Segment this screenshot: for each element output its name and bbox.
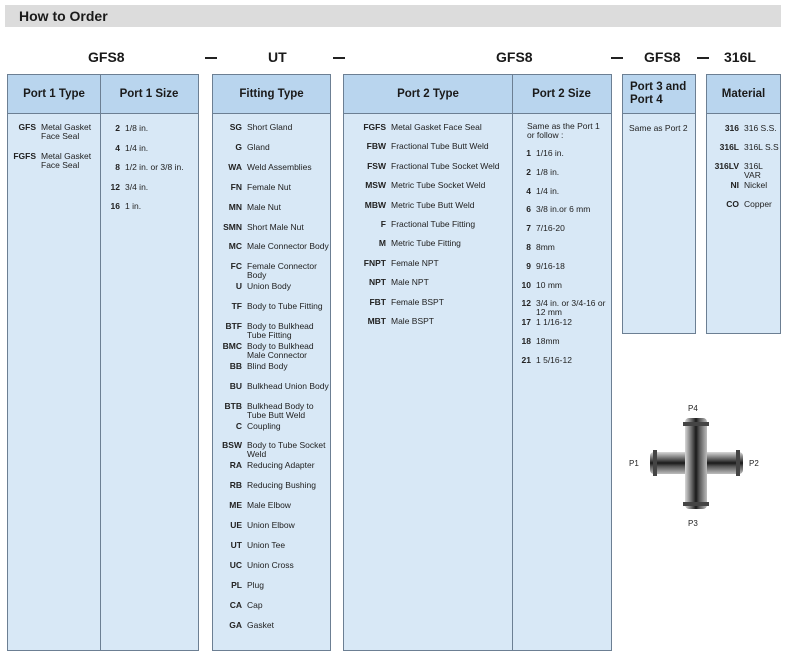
item-description: 316 S.S. xyxy=(744,123,777,133)
list-item xyxy=(514,205,611,214)
item-code: UT xyxy=(230,539,242,550)
item-description: Metric Tube Butt Weld xyxy=(391,199,475,210)
list-item xyxy=(104,144,198,153)
item-description: 1 5/16-12 xyxy=(536,354,572,365)
item-description: Gasket xyxy=(247,619,274,630)
item-description: 1/2 in. or 3/8 in. xyxy=(125,162,184,172)
item-code: FGFS xyxy=(13,151,36,161)
code-dash xyxy=(333,57,345,59)
item-code: CA xyxy=(229,599,242,610)
item-description: Male Elbow xyxy=(247,500,291,511)
list-item xyxy=(213,441,330,459)
p4-label: P4 xyxy=(688,404,698,413)
item-description: Fractional Tube Socket Weld xyxy=(391,160,500,171)
item-code: ME xyxy=(229,500,242,511)
item-code: FBW xyxy=(366,141,386,152)
item-code: 316LV xyxy=(714,161,739,171)
item-code: 6 xyxy=(526,204,531,215)
item-description: Metal Gasket Face Seal xyxy=(391,122,482,132)
item-code: UE xyxy=(230,520,242,530)
column-divider xyxy=(100,75,101,650)
item-code: C xyxy=(235,420,242,431)
material-group xyxy=(706,74,781,334)
port1-header-bar xyxy=(8,75,198,114)
item-description: Metric Tube Fitting xyxy=(391,238,461,249)
item-code: BU xyxy=(229,380,242,391)
material-header: Material xyxy=(707,75,780,114)
item-description: Fractional Tube Butt Weld xyxy=(391,141,489,152)
item-description: Union Elbow xyxy=(247,520,295,530)
item-description: Bulkhead Union Body xyxy=(247,380,329,391)
how-to-order-header xyxy=(5,5,781,27)
code-material: 316L xyxy=(724,49,756,65)
item-code: SG xyxy=(229,122,242,132)
item-code: RA xyxy=(229,460,242,471)
item-code: 4 xyxy=(526,185,531,196)
item-description: 316L S.S xyxy=(744,142,779,152)
list-item xyxy=(514,299,611,317)
port34-header: Port 3 and Port 4 xyxy=(623,75,695,114)
item-code: G xyxy=(235,141,242,152)
item-code: RB xyxy=(229,480,242,491)
item-description: Male Nut xyxy=(247,201,282,212)
item-description: 316L VAR xyxy=(744,161,763,180)
list-item xyxy=(104,163,198,172)
item-code: MBW xyxy=(364,199,386,210)
item-description: 8mm xyxy=(536,242,555,252)
item-description: Coupling xyxy=(247,420,281,431)
item-code: 12 xyxy=(110,181,120,192)
item-description: Reducing Bushing xyxy=(247,480,316,491)
list-item xyxy=(213,621,330,630)
item-code: 8 xyxy=(526,242,531,252)
list-item xyxy=(213,382,330,391)
item-code: FC xyxy=(230,261,242,272)
item-code: NPT xyxy=(369,277,386,288)
list-item xyxy=(213,143,330,152)
item-code: 17 xyxy=(521,317,531,328)
list-item xyxy=(213,601,330,610)
list-item xyxy=(213,481,330,490)
item-code: TF xyxy=(231,301,242,312)
list-item xyxy=(514,149,611,158)
list-item xyxy=(213,262,330,280)
list-item xyxy=(514,243,611,252)
item-code: NI xyxy=(730,180,739,190)
list-item xyxy=(213,561,330,570)
code-dash xyxy=(611,57,623,59)
item-description: Nickel xyxy=(744,180,768,190)
code-fitting: UT xyxy=(268,49,287,65)
item-code: MBT xyxy=(367,316,386,326)
union-cross-diagram xyxy=(625,400,770,540)
list-item xyxy=(213,203,330,212)
code-dash xyxy=(697,57,709,59)
page-title: How to Order xyxy=(19,8,108,24)
item-description: Metal Gasket Face Seal xyxy=(41,151,92,170)
fitting-type-group xyxy=(212,74,331,651)
item-description: 1/8 in. xyxy=(125,123,149,133)
item-code: BB xyxy=(229,360,242,371)
item-description: Cap xyxy=(247,599,263,610)
item-code: 12 xyxy=(521,298,531,309)
p2-label: P2 xyxy=(749,459,759,468)
item-description: Male BSPT xyxy=(391,316,434,326)
item-description: Reducing Adapter xyxy=(247,460,315,471)
list-item xyxy=(344,317,510,326)
item-description: 10 mm xyxy=(536,279,562,290)
list-item xyxy=(514,224,611,233)
item-code: M xyxy=(378,238,386,249)
item-description: Union Tee xyxy=(247,539,286,550)
list-item xyxy=(707,162,780,180)
item-description: Body to Bulkhead Male Connector xyxy=(247,340,314,360)
item-code: WA xyxy=(228,161,242,172)
item-description: Metal Gasket Face Seal xyxy=(41,122,92,141)
list-item xyxy=(213,541,330,550)
item-code: F xyxy=(380,219,386,229)
item-code: 16 xyxy=(110,201,120,211)
item-code: CO xyxy=(726,199,739,209)
item-code: U xyxy=(235,281,242,292)
item-description: Plug xyxy=(247,579,265,590)
item-code: 9 xyxy=(526,260,531,271)
list-item xyxy=(344,259,510,268)
item-description: Female Connector Body xyxy=(247,261,317,281)
item-code: 21 xyxy=(521,354,531,365)
item-code: BTF xyxy=(225,321,242,331)
list-item xyxy=(213,183,330,192)
item-description: Fractional Tube Fitting xyxy=(391,219,476,229)
list-item xyxy=(213,501,330,510)
fitting-type-header: Fitting Type xyxy=(213,75,330,114)
list-item xyxy=(344,142,510,151)
list-item xyxy=(104,202,198,211)
list-item xyxy=(707,200,780,209)
list-item xyxy=(8,152,98,170)
item-description: 1/8 in. xyxy=(536,166,560,177)
item-code: 2 xyxy=(115,123,120,133)
p3-label: P3 xyxy=(688,519,698,528)
list-item xyxy=(8,123,98,141)
list-item xyxy=(514,356,611,365)
code-port34: GFS8 xyxy=(644,49,681,65)
list-item xyxy=(344,220,510,229)
item-description: Union Cross xyxy=(247,559,294,570)
item-code: FSW xyxy=(367,160,386,171)
list-item xyxy=(213,362,330,371)
item-code: 10 xyxy=(521,279,531,290)
item-description: Union Body xyxy=(247,281,291,292)
item-code: 8 xyxy=(115,162,120,172)
list-item xyxy=(344,278,510,287)
item-description: Short Gland xyxy=(247,122,293,132)
list-item xyxy=(104,183,198,192)
item-description: Bulkhead Body to Tube Butt Weld xyxy=(247,400,314,420)
item-description: 1/4 in. xyxy=(536,185,560,196)
item-description: 3/8 in.or 6 mm xyxy=(536,204,591,215)
list-item xyxy=(104,124,198,133)
item-code: 4 xyxy=(115,142,120,153)
list-item xyxy=(213,163,330,172)
item-code: 316L xyxy=(719,142,739,152)
list-item xyxy=(707,143,780,152)
item-code: BMC xyxy=(222,340,242,351)
port2-group xyxy=(343,74,612,651)
item-description: 18mm xyxy=(536,336,560,346)
list-item xyxy=(213,223,330,232)
list-item xyxy=(344,181,510,190)
item-description: Female BSPT xyxy=(391,296,444,307)
item-code: GA xyxy=(229,619,242,630)
code-port1: GFS8 xyxy=(88,49,125,65)
item-description: Body to Tube Fitting xyxy=(247,301,323,312)
item-description: Female NPT xyxy=(391,257,439,268)
list-item xyxy=(213,581,330,590)
list-item xyxy=(514,187,611,196)
item-description: Gland xyxy=(247,141,270,152)
code-dash xyxy=(205,57,217,59)
item-code: GFS xyxy=(18,122,36,132)
item-description: 1 1/16-12 xyxy=(536,317,572,328)
list-item xyxy=(213,123,330,132)
list-item xyxy=(213,422,330,431)
item-description: Weld Assemblies xyxy=(247,161,312,172)
item-code: FN xyxy=(230,181,242,192)
item-description: 1 in. xyxy=(125,201,142,211)
p1-label: P1 xyxy=(629,459,639,468)
list-item xyxy=(213,521,330,530)
item-description: Blind Body xyxy=(247,360,288,371)
item-code: MC xyxy=(228,241,242,252)
item-description: Male NPT xyxy=(391,277,429,288)
item-description: 3/4 in. xyxy=(125,181,149,192)
list-item xyxy=(344,298,510,307)
item-code: FNPT xyxy=(363,257,386,268)
port2-header-bar xyxy=(344,75,611,114)
list-item xyxy=(344,201,510,210)
list-item xyxy=(514,168,611,177)
item-code: BSW xyxy=(222,440,242,451)
list-item xyxy=(213,402,330,420)
item-code: MSW xyxy=(365,180,386,191)
list-item xyxy=(514,281,611,290)
column-divider xyxy=(512,75,513,650)
list-item xyxy=(213,342,330,360)
item-description: 3/4 in. or 3/4-16 or 12 mm xyxy=(536,298,606,318)
item-description: Female Nut xyxy=(247,181,291,192)
item-description: Copper xyxy=(744,199,772,209)
port1-group xyxy=(7,74,199,651)
list-item xyxy=(514,318,611,327)
item-code: FBT xyxy=(369,296,386,307)
list-item xyxy=(213,242,330,251)
port1-size-header: Port 1 Size xyxy=(119,87,179,100)
item-code: 7 xyxy=(526,223,531,234)
item-code: PL xyxy=(231,579,242,590)
item-description: Body to Tube Socket Weld xyxy=(247,440,326,460)
item-description: 9/16-18 xyxy=(536,260,565,271)
port2-type-header: Port 2 Type xyxy=(397,87,459,100)
item-description: 1/16 in. xyxy=(536,148,564,158)
port34-group xyxy=(622,74,696,334)
item-description: Short Male Nut xyxy=(247,221,304,232)
item-code: 316 xyxy=(724,123,739,133)
item-code: FGFS xyxy=(363,122,386,132)
item-description: 1/4 in. xyxy=(125,142,149,153)
item-description: Metric Tube Socket Weld xyxy=(391,180,486,191)
port2-size-header: Port 2 Size xyxy=(532,87,591,100)
item-code: BTB xyxy=(224,400,242,411)
list-item xyxy=(213,461,330,470)
list-item xyxy=(213,322,330,340)
list-item xyxy=(213,302,330,311)
item-code: 1 xyxy=(526,148,531,158)
list-item xyxy=(213,282,330,291)
port1-type-header: Port 1 Type xyxy=(23,87,85,100)
code-port2: GFS8 xyxy=(496,49,533,65)
list-item xyxy=(344,162,510,171)
port34-note: Same as Port 2 xyxy=(629,123,688,133)
list-item xyxy=(707,181,780,190)
item-code: SMN xyxy=(223,221,242,232)
item-description: 7/16-20 xyxy=(536,223,565,234)
item-code: MN xyxy=(228,201,242,212)
item-code: UC xyxy=(229,559,242,570)
item-code: 2 xyxy=(526,166,531,177)
port2-size-note: Same as the Port 1 or follow : xyxy=(527,121,600,140)
list-item xyxy=(344,239,510,248)
item-description: Body to Bulkhead Tube Fitting xyxy=(247,321,314,340)
item-code: 18 xyxy=(521,336,531,346)
list-item xyxy=(514,337,611,346)
list-item xyxy=(514,262,611,271)
list-item xyxy=(344,123,510,132)
item-description: Male Connector Body xyxy=(247,241,329,252)
list-item xyxy=(707,124,780,133)
